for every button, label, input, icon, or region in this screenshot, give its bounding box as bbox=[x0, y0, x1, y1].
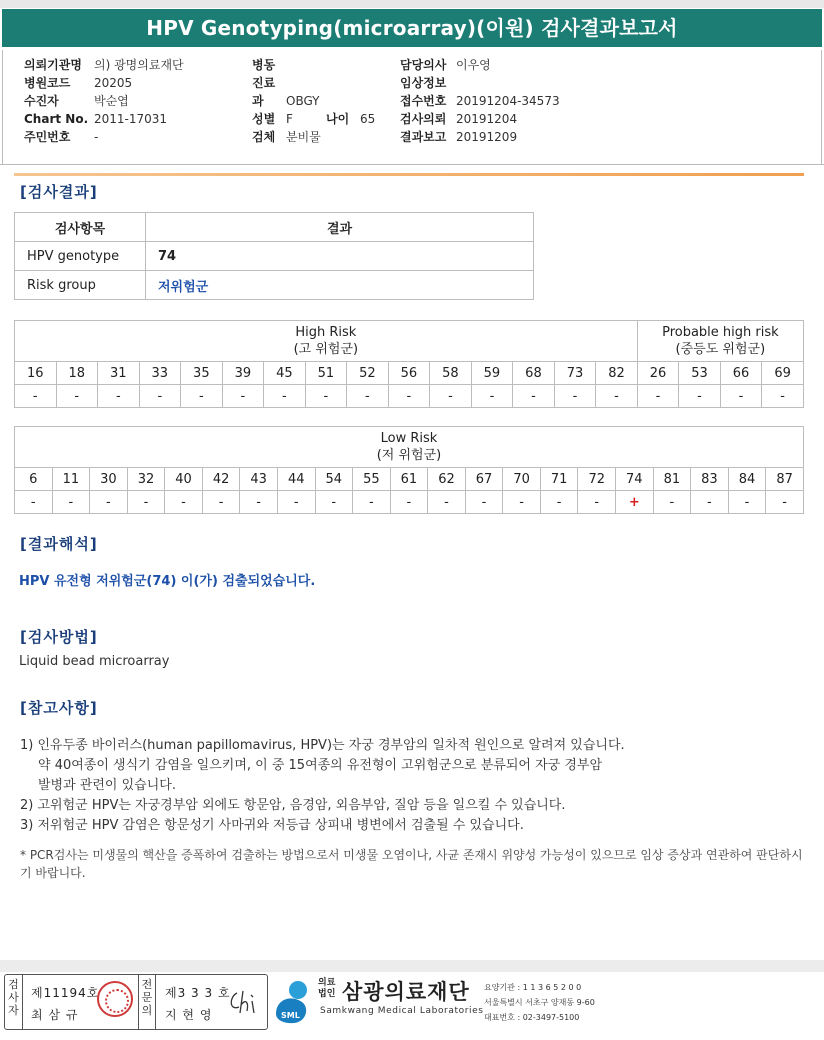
genotype-group-header-row bbox=[15, 427, 804, 468]
info-row bbox=[400, 56, 560, 74]
top-frame bbox=[0, 0, 824, 8]
interpretation-text: HPV 유전형 저위험군(74) 이(가) 검출되었습니다. bbox=[19, 574, 316, 589]
info-value: 이우영 bbox=[456, 58, 491, 72]
result-table bbox=[14, 212, 534, 300]
genotype-result-cell: - bbox=[766, 491, 804, 514]
genotype-result-cell: - bbox=[165, 491, 203, 514]
genotype-result-cell: - bbox=[127, 491, 165, 514]
logo-text: SML bbox=[281, 1011, 300, 1020]
tester-license-no: 제11194호 bbox=[31, 986, 100, 1000]
genotype-label-cell: 53 bbox=[679, 362, 721, 385]
genotype-label-cell: 71 bbox=[540, 468, 578, 491]
genotype-result-cell: - bbox=[98, 385, 140, 408]
header-item: 검사항목 bbox=[15, 213, 146, 242]
genotype-result-cell: - bbox=[513, 385, 555, 408]
genotype-result-cell: - bbox=[181, 385, 223, 408]
genotype-label-cell: 51 bbox=[305, 362, 347, 385]
genotype-result-cell: - bbox=[277, 491, 315, 514]
genotype-label-cell: 87 bbox=[766, 468, 804, 491]
info-row bbox=[400, 74, 560, 92]
genotype-label-cell: 33 bbox=[139, 362, 181, 385]
genotype-label-cell: 31 bbox=[98, 362, 140, 385]
high-risk-label-ko: (고 위험군) bbox=[293, 342, 359, 357]
info-row bbox=[252, 110, 375, 128]
low-risk-header bbox=[15, 427, 804, 468]
low-risk-label-en: Low Risk bbox=[380, 431, 438, 446]
info-row bbox=[252, 74, 375, 110]
genotype-label-cell: 42 bbox=[202, 468, 240, 491]
info-value: 20191204-34573 bbox=[456, 94, 560, 108]
genotype-result-cell: - bbox=[264, 385, 306, 408]
genotype-label-cell: 83 bbox=[691, 468, 729, 491]
genotype-result-cell: - bbox=[679, 385, 721, 408]
genotype-label-cell: 45 bbox=[264, 362, 306, 385]
genotype-value: 74 bbox=[146, 242, 534, 271]
references-list bbox=[20, 736, 625, 836]
section-divider bbox=[14, 173, 804, 176]
genotype-result-cell: - bbox=[305, 385, 347, 408]
genotype-result-cell: - bbox=[720, 385, 762, 408]
info-column-1 bbox=[24, 56, 184, 146]
signature-box bbox=[4, 974, 268, 1030]
reference-line: 3) 저위험군 HPV 감염은 항문성기 사마귀와 저등급 상피내 병변에서 검출될 수 있습니다. bbox=[20, 818, 524, 833]
info-value: 박순엽 bbox=[94, 94, 129, 108]
info-label: 담당의사 bbox=[400, 58, 447, 72]
genotype-result-cell: - bbox=[240, 491, 278, 514]
high-risk-genotype-table bbox=[14, 320, 804, 408]
genotype-result-cell: - bbox=[315, 491, 353, 514]
genotype-label-cell: 55 bbox=[353, 468, 391, 491]
genotype-label-cell: 44 bbox=[277, 468, 315, 491]
info-value: 의) 광명의료재단 bbox=[94, 58, 184, 72]
report-title: HPV Genotyping(microarray)(이원) 검사결과보고서 bbox=[2, 9, 822, 47]
genotype-label-cell: 39 bbox=[222, 362, 264, 385]
info-row bbox=[24, 128, 184, 146]
info-value: - bbox=[94, 130, 99, 144]
genotype-label-cell: 72 bbox=[578, 468, 616, 491]
reference-line: 2) 고위험군 HPV는 자궁경부암 외에도 항문암, 음경암, 외음부암, 질암 등을 일으킬 수 있습니다. bbox=[20, 798, 566, 813]
info-value: 2011-17031 bbox=[94, 112, 168, 126]
info-column-3 bbox=[400, 56, 560, 146]
info-border-left bbox=[2, 50, 3, 164]
info-label: 수진자 bbox=[24, 94, 59, 108]
info-value: 20191209 bbox=[456, 130, 518, 144]
genotype-result-cell: - bbox=[653, 491, 691, 514]
info-label: 병동 bbox=[252, 58, 276, 72]
genotype-result-row bbox=[15, 385, 804, 408]
low-risk-label-ko: (저 위험군) bbox=[376, 448, 442, 463]
row-item: HPV genotype bbox=[15, 242, 146, 271]
genotype-result-cell: - bbox=[388, 385, 430, 408]
table-header-row bbox=[15, 213, 534, 242]
specialist-label: 전문의 bbox=[138, 975, 156, 1029]
reference-line: 1) 인유두종 바이러스(human papillomavirus, HPV)는 자궁 경부암의 일차적 원인으로 알려져 있습니다. bbox=[20, 738, 625, 753]
genotype-result-cell: - bbox=[596, 385, 638, 408]
info-row bbox=[400, 92, 560, 110]
info-label: 성별 bbox=[252, 112, 276, 126]
genotype-label-cell: 16 bbox=[15, 362, 57, 385]
info-value: OBGY bbox=[286, 94, 320, 108]
age-label: 나이 bbox=[326, 112, 350, 126]
genotype-result-cell: - bbox=[353, 491, 391, 514]
info-row bbox=[24, 74, 184, 92]
genotype-label-cell: 58 bbox=[430, 362, 472, 385]
header-result: 결과 bbox=[146, 213, 534, 242]
info-border-right bbox=[821, 50, 822, 164]
genotype-label-cell: 56 bbox=[388, 362, 430, 385]
genotype-result-cell: - bbox=[15, 491, 53, 514]
seal-stamp bbox=[97, 981, 133, 1017]
genotype-label-cell: 70 bbox=[503, 468, 541, 491]
genotype-result-cell: - bbox=[15, 385, 57, 408]
info-row bbox=[252, 56, 375, 74]
info-label: 결과보고 bbox=[400, 130, 447, 144]
genotype-result-cell: - bbox=[691, 491, 729, 514]
footer-band bbox=[0, 960, 824, 972]
info-column-2 bbox=[252, 56, 375, 146]
genotype-result-cell: - bbox=[222, 385, 264, 408]
interpretation-title: [결과해석] bbox=[20, 535, 98, 553]
info-label: 주민번호 bbox=[24, 130, 71, 144]
org-prefix bbox=[318, 978, 338, 1000]
genotype-result-cell: - bbox=[390, 491, 428, 514]
genotype-label-cell: 35 bbox=[181, 362, 223, 385]
genotype-label-cell: 6 bbox=[15, 468, 53, 491]
genotype-result-cell: - bbox=[554, 385, 596, 408]
genotype-label-cell: 43 bbox=[240, 468, 278, 491]
info-row bbox=[400, 128, 560, 146]
signature-icon bbox=[227, 987, 261, 1017]
genotype-label-cell: 68 bbox=[513, 362, 555, 385]
info-label: 검사의뢰 bbox=[400, 112, 447, 126]
genotype-result-cell: - bbox=[465, 491, 503, 514]
genotype-result-cell: - bbox=[471, 385, 513, 408]
genotype-label-cell: 73 bbox=[554, 362, 596, 385]
info-row bbox=[24, 92, 184, 110]
tester-label: 검사자 bbox=[5, 975, 23, 1029]
genotype-label-cell: 32 bbox=[127, 468, 165, 491]
genotype-result-cell: - bbox=[90, 491, 128, 514]
high-risk-label-en: High Risk bbox=[295, 325, 357, 340]
risk-group-value: 저위험군 bbox=[146, 271, 534, 300]
high-risk-header bbox=[15, 321, 638, 362]
info-row bbox=[24, 110, 184, 128]
genotype-label-cell: 40 bbox=[165, 468, 203, 491]
genotype-label-cell: 74 bbox=[616, 468, 654, 491]
genotype-label-cell: 54 bbox=[315, 468, 353, 491]
genotype-result-cell: + bbox=[616, 491, 654, 514]
info-label: 병원코드 bbox=[24, 76, 71, 90]
probable-high-risk-header bbox=[637, 321, 803, 362]
info-label: 의뢰기관명 bbox=[24, 58, 82, 72]
specialist-name: 지 현 영 bbox=[165, 1008, 213, 1022]
genotype-result-cell: - bbox=[52, 491, 90, 514]
info-label: 임상정보 bbox=[400, 76, 447, 90]
org-english-name: Samkwang Medical Laboratories bbox=[320, 1006, 484, 1016]
genotype-label-cell: 18 bbox=[56, 362, 98, 385]
genotype-label-cell: 62 bbox=[428, 468, 466, 491]
info-label: 접수번호 bbox=[400, 94, 447, 108]
genotype-group-header-row bbox=[15, 321, 804, 362]
info-value: 20191204 bbox=[456, 112, 518, 126]
genotype-type-row bbox=[15, 362, 804, 385]
org-prefix-text: 의료 법인 bbox=[318, 978, 336, 999]
pcr-note: * PCR검사는 미생물의 핵산을 증폭하여 검출하는 방법으로서 미생물 오염이나, 사균 존재시 위양성 가능성이 있으므로 임상 증상과 연관하여 판단하시기 바랍니다. bbox=[20, 848, 803, 880]
genotype-type-row bbox=[15, 468, 804, 491]
info-label: 검체 bbox=[252, 130, 276, 144]
genotype-label-cell: 59 bbox=[471, 362, 513, 385]
genotype-result-cell: - bbox=[637, 385, 679, 408]
reference-line: 발병과 관련이 있습니다. bbox=[38, 778, 176, 793]
specialist-license-no: 제3 3 3 호 bbox=[165, 986, 231, 1000]
genotype-result-cell: - bbox=[56, 385, 98, 408]
genotype-result-cell: - bbox=[347, 385, 389, 408]
genotype-result-cell: - bbox=[578, 491, 616, 514]
age-value: 65 bbox=[360, 112, 376, 126]
method-title: [검사방법] bbox=[20, 628, 98, 646]
genotype-label-cell: 82 bbox=[596, 362, 638, 385]
genotype-label-cell: 11 bbox=[52, 468, 90, 491]
info-value: 분비물 bbox=[286, 130, 321, 144]
table-row bbox=[15, 242, 534, 271]
info-row bbox=[252, 128, 375, 146]
genotype-label-cell: 61 bbox=[390, 468, 428, 491]
genotype-label-cell: 67 bbox=[465, 468, 503, 491]
tester-name: 최 삼 규 bbox=[31, 1008, 79, 1022]
low-risk-genotype-table bbox=[14, 426, 804, 514]
org-phone: 대표번호 : 02-3497-5100 bbox=[484, 1013, 580, 1022]
genotype-label-cell: 84 bbox=[728, 468, 766, 491]
info-row bbox=[400, 110, 560, 128]
info-value: F bbox=[286, 112, 293, 126]
genotype-result-cell: - bbox=[430, 385, 472, 408]
genotype-label-cell: 66 bbox=[720, 362, 762, 385]
genotype-label-cell: 26 bbox=[637, 362, 679, 385]
references-title: [참고사항] bbox=[20, 699, 98, 717]
genotype-label-cell: 52 bbox=[347, 362, 389, 385]
genotype-result-cell: - bbox=[728, 491, 766, 514]
table-row bbox=[15, 271, 534, 300]
probable-high-risk-label-en: Probable high risk bbox=[662, 325, 779, 340]
genotype-result-cell: - bbox=[762, 385, 804, 408]
row-item: Risk group bbox=[15, 271, 146, 300]
info-label: 진료과 bbox=[252, 76, 276, 108]
method-text: Liquid bead microarray bbox=[19, 654, 170, 669]
result-section-title: [검사결과] bbox=[20, 183, 98, 201]
genotype-result-cell: - bbox=[428, 491, 466, 514]
genotype-result-cell: - bbox=[503, 491, 541, 514]
reference-line: 약 40여종이 생식기 감염을 일으키며, 이 중 15여종의 유전형이 고위험군으로 분류되어 자궁 경부암 bbox=[38, 758, 603, 773]
org-code: 요양기관 : 1 1 3 6 5 2 0 0 bbox=[484, 983, 582, 992]
genotype-result-row bbox=[15, 491, 804, 514]
probable-high-risk-label-ko: (중등도 위험군) bbox=[675, 342, 766, 357]
genotype-result-cell: - bbox=[202, 491, 240, 514]
genotype-label-cell: 81 bbox=[653, 468, 691, 491]
info-label: Chart No. bbox=[24, 112, 89, 126]
info-divider bbox=[0, 164, 824, 165]
org-address: 서울특별시 서초구 양재동 9-60 bbox=[484, 998, 595, 1007]
org-name: 삼광의료재단 bbox=[342, 980, 470, 1004]
info-value: 20205 bbox=[94, 76, 133, 90]
genotype-result-cell: - bbox=[540, 491, 578, 514]
org-info bbox=[484, 980, 595, 1025]
sml-logo-icon bbox=[272, 978, 312, 1026]
genotype-label-cell: 30 bbox=[90, 468, 128, 491]
info-row bbox=[24, 56, 184, 74]
genotype-result-cell: - bbox=[139, 385, 181, 408]
genotype-label-cell: 69 bbox=[762, 362, 804, 385]
